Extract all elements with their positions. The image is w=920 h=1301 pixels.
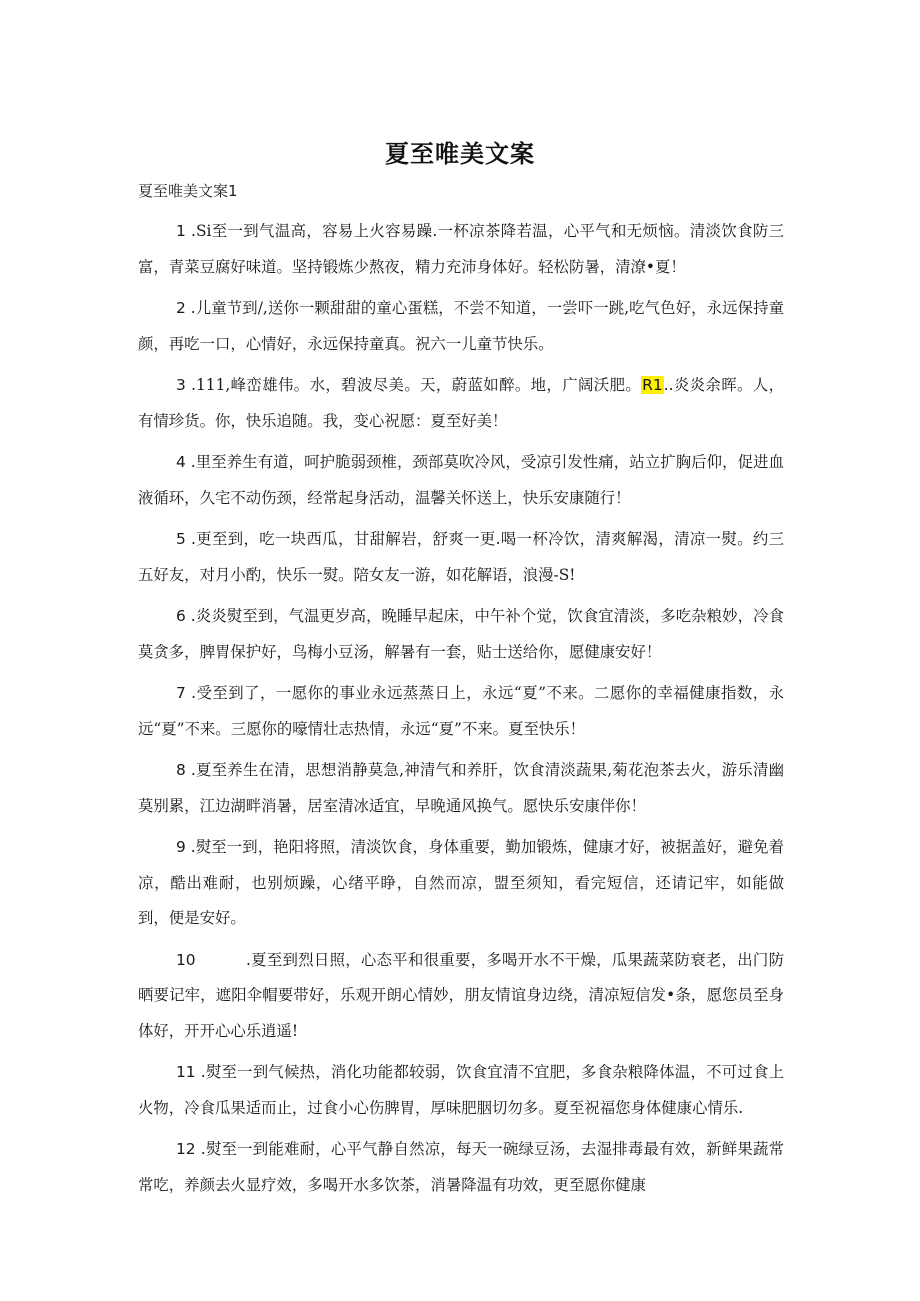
paragraph-number: 9 [176,838,186,856]
paragraph-7 [138,676,784,747]
paragraph-number: 4 [176,453,186,471]
paragraph-number: 10 [176,950,196,969]
paragraph-number: 2 [176,299,186,317]
paragraph-text: .熨至一到气候热，消化功能都较弱，饮食宜清不宜肥，多食杂粮降体温，不可过食上火物，冷食瓜果适而止，过食小心伤脾胃，厚味肥胭切勿多。夏至祝福您身体健康心情乐. [138,1063,784,1117]
paragraph-6 [138,599,784,670]
paragraph-text: .熨至一到能难耐，心平气静自然凉，每天一碗绿豆汤，去湿排毒最有效，新鲜果蔬常常吃，养颜去火显疗效，多喝开水多饮茶，消暑降温有功效，更至愿你健康 [138,1140,784,1194]
paragraph-8 [138,753,784,824]
paragraph-number: 11 [176,1063,196,1081]
paragraph-number: 3 [176,376,186,394]
paragraph-4 [138,445,784,516]
paragraph-10 [138,943,784,1050]
paragraph-text: .Si至一到气温高，容易上火容易躁.一杯凉茶降若温，心平气和无烦恼。清淡饮食防三富，青菜豆腐好味道。坚持锻炼少熬夜，精力充沛身体好。轻松防暑，清潦•夏！ [138,222,784,276]
paragraph-1 [138,214,784,285]
paragraph-text: .夏至到烈日照，心态平和很重要，多喝开水不干燥，瓜果蔬菜防衰老，出门防晒要记牢，遮阳伞帽要带好，乐观开朗心情妙，朋友情谊身边绕，清凉短信发•条，愿您员至身体好，开开心心乐逍遥! [138,950,784,1040]
highlighted-text: R1 [642,376,663,394]
paragraph-text: .夏至养生在清，思想消静莫急,神清气和养肝，饮食清淡蔬果,菊花泡茶去火，游乐清幽莫别累，江边湖畔消暑，居室清冰适宜，早晚通风换气。愿快乐安康伴你！ [138,761,784,815]
paragraph-text: ..炎炎余晖。人，有情珍货。你，快乐追随。我，变心祝愿：夏至好美！ [138,376,784,430]
paragraph-11 [138,1055,784,1126]
paragraph-3 [138,368,784,439]
paragraph-text: .里至养生有道，呵护脆弱颈椎，颈部莫吹冷风，受凉引发性痛，站立扩胸后仰，促进血液循环，久宅不动伤颈，经常起身活动，温馨关怀送上，快乐安康随行！ [138,453,784,507]
paragraph-text: .熨至一到，艳阳将照，清淡饮食，身体重要，勤加锻炼，健康才好，被据盖好，避免着凉，酷出难耐，也别烦躁，心绪平睁，自然而凉，盟至须知，看完短信，还请记牢，如能做到，便是安好。 [138,838,784,927]
paragraph-number: 5 [176,530,186,548]
paragraph-list [138,214,784,1209]
paragraph-text: .儿童节到/,送你一颗甜甜的童心蛋糕，不尝不知道，一尝吓一跳,吃气色好，永远保持童颜，再吃一口，心情好，永远保持童真。祝六一儿童节快乐。 [138,299,784,353]
paragraph-text: .111,峰峦雄伟。水，碧波尽美。天，蔚蓝如醉。地，广阔沃肥。 [185,376,642,394]
paragraph-number: 1 [176,222,186,240]
page-title: 夏至唯美文案 [385,140,535,168]
paragraph-2 [138,291,784,362]
paragraph-text: .炎炎熨至到，气温更岁高，晚睡早起床，中午补个觉，饮食宜清淡，多吃杂粮妙，冷食莫贪多，脾胃保护好，鸟梅小豆汤，解暑有一套，贴士送给你，愿健康安好！ [138,607,784,661]
paragraph-number: 7 [176,684,186,702]
paragraph-12 [138,1132,784,1203]
paragraph-5 [138,522,784,593]
paragraph-text: .受至到了，一愿你的事业永远蒸蒸日上，永远“夏”不来。二愿你的幸福健康指数，永远“夏”不来。三愿你的嚎情壮志热情，永远“夏”不来。夏至快乐！ [138,684,784,738]
section-subtitle: 夏至唯美文案1 [138,182,238,200]
paragraph-number: 8 [176,761,186,779]
paragraph-9 [138,830,784,937]
paragraph-number: 6 [176,607,186,625]
paragraph-number: 12 [176,1140,196,1158]
paragraph-text: .更至到，吃一块西瓜，甘甜解岩，舒爽一更.喝一杯冷饮，清爽解渴，清凉一熨。约三五好友，对月小酌，快乐一熨。陪女友一游，如花解语，浪漫-S! [138,530,784,584]
